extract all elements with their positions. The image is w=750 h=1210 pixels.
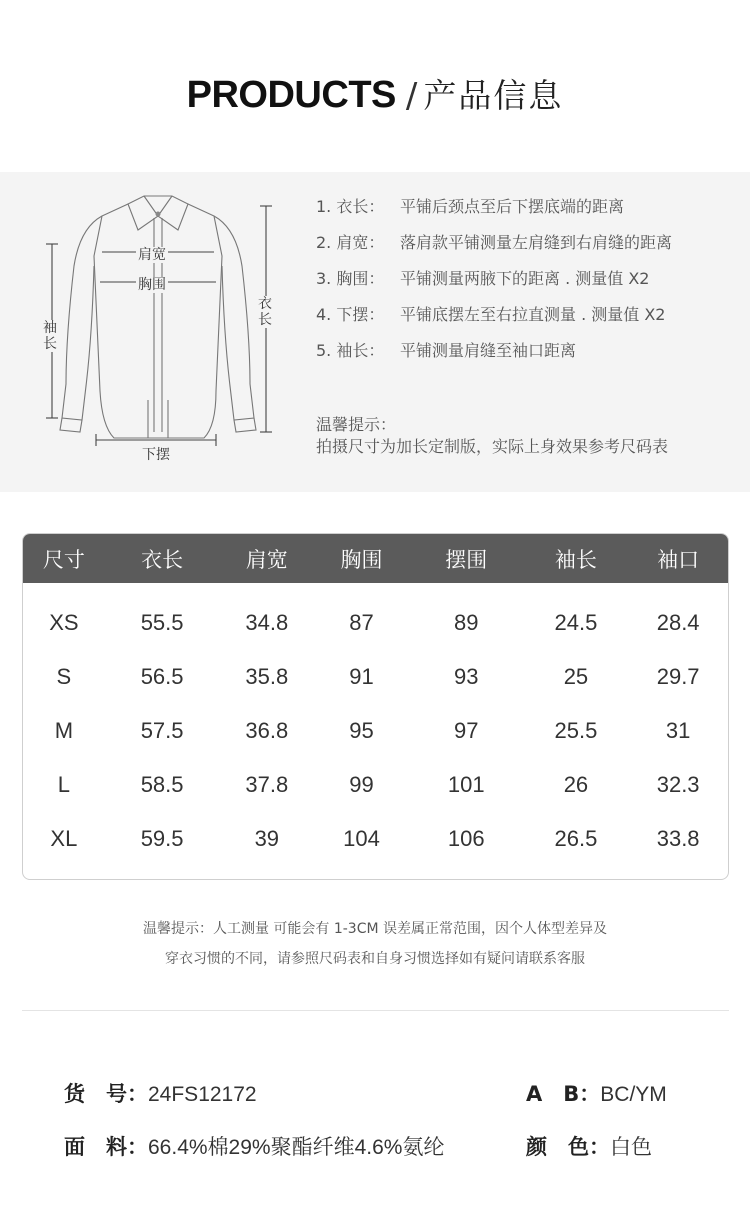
table-cell: XL bbox=[50, 826, 78, 851]
table-cell: L bbox=[57, 772, 70, 797]
note-key: 4. 下摆： bbox=[316, 305, 385, 324]
warm-tip-text: 拍摄尺寸为加长定制版，实际上身效果参考尺码表 bbox=[316, 437, 669, 456]
table-cell: 36.8 bbox=[245, 718, 289, 743]
table-cell: XS bbox=[49, 610, 79, 635]
table-cell: 58.5 bbox=[140, 772, 184, 797]
note-key: 1. 衣长： bbox=[316, 197, 385, 216]
table-cell: 31 bbox=[665, 718, 691, 743]
spec-value: 白色 bbox=[610, 1136, 652, 1159]
note-hem bbox=[316, 302, 736, 338]
measurement-guide bbox=[0, 172, 750, 492]
spec-color bbox=[526, 1131, 652, 1161]
table-cell: M bbox=[54, 718, 74, 743]
table-cell: 95 bbox=[349, 718, 374, 743]
spec-label: 面 料： bbox=[64, 1135, 148, 1159]
warm-tip bbox=[316, 414, 668, 458]
title-en: PRODUCTS bbox=[186, 74, 396, 116]
header-cuff: 袖口 bbox=[657, 547, 700, 572]
diagram-label-length: 衣长 bbox=[258, 296, 272, 328]
header-size: 尺寸 bbox=[42, 547, 85, 572]
title-zh: 产品信息 bbox=[423, 76, 564, 115]
spec-label: 颜 色： bbox=[526, 1135, 610, 1159]
measurement-disclaimer bbox=[0, 914, 750, 974]
table-cell: S bbox=[56, 664, 72, 689]
table-cell: 101 bbox=[447, 772, 485, 797]
table-row bbox=[23, 758, 728, 812]
spec-ab bbox=[526, 1078, 667, 1108]
disclaimer-line-2: 穿衣习惯的不同，请参照尺码表和自身习惯选择如有疑问请联系客服 bbox=[165, 951, 585, 967]
note-value: 平铺测量两腋下的距离 . 测量值 X2 bbox=[400, 269, 650, 288]
table-row bbox=[23, 650, 728, 704]
note-length bbox=[316, 194, 736, 230]
note-key: 3. 胸围： bbox=[316, 269, 385, 288]
table-cell: 28.4 bbox=[656, 610, 700, 635]
spec-value: BC/YM bbox=[600, 1083, 667, 1106]
note-value: 平铺测量肩缝至袖口距离 bbox=[400, 341, 577, 360]
note-shoulder bbox=[316, 230, 736, 266]
header-shoulder: 肩宽 bbox=[245, 547, 288, 572]
note-key: 5. 袖长： bbox=[316, 341, 385, 360]
button-icon bbox=[156, 212, 161, 217]
header-chest: 胸围 bbox=[340, 547, 383, 572]
shirt-illustration bbox=[28, 186, 286, 468]
table-cell: 33.8 bbox=[656, 826, 700, 851]
spec-value: 66.4%棉29%聚酯纤维4.6%氨纶 bbox=[148, 1136, 445, 1159]
table-cell: 59.5 bbox=[140, 826, 184, 851]
disclaimer-line-1: 温馨提示：人工测量 可能会有 1-3CM 误差属正常范围，因个人体型差异及 bbox=[142, 921, 608, 937]
table-cell: 91 bbox=[349, 664, 374, 689]
table-cell: 106 bbox=[447, 826, 485, 851]
diagram-label-shoulder: 肩宽 bbox=[138, 247, 166, 263]
table-cell: 97 bbox=[454, 718, 479, 743]
size-table-body bbox=[23, 583, 728, 866]
table-cell: 29.7 bbox=[656, 664, 700, 689]
table-cell: 93 bbox=[454, 664, 479, 689]
shirt-diagram bbox=[28, 186, 286, 468]
note-chest bbox=[316, 266, 736, 302]
table-cell: 37.8 bbox=[245, 772, 289, 797]
table-row bbox=[23, 704, 728, 758]
table-row bbox=[23, 812, 728, 866]
note-value: 落肩款平铺测量左肩缝到右肩缝的距离 bbox=[400, 233, 673, 252]
table-cell: 99 bbox=[349, 772, 374, 797]
table-cell: 56.5 bbox=[140, 664, 184, 689]
size-table-header bbox=[23, 534, 728, 583]
table-cell: 89 bbox=[454, 610, 479, 635]
table-cell: 104 bbox=[343, 826, 380, 851]
diagram-label-chest: 胸围 bbox=[138, 277, 166, 293]
header-length: 衣长 bbox=[141, 547, 184, 572]
note-sleeve bbox=[316, 338, 736, 374]
size-table bbox=[22, 533, 729, 880]
header-sleeve: 袖长 bbox=[554, 547, 597, 572]
table-cell: 35.8 bbox=[245, 664, 289, 689]
table-row bbox=[23, 596, 728, 650]
table-cell: 87 bbox=[349, 610, 374, 635]
measurement-notes bbox=[316, 194, 736, 374]
table-cell: 34.8 bbox=[245, 610, 289, 635]
spec-item-code bbox=[64, 1078, 257, 1108]
spec-fabric bbox=[64, 1131, 444, 1161]
table-cell: 39 bbox=[254, 826, 280, 851]
table-cell: 25.5 bbox=[554, 718, 598, 743]
note-value: 平铺后颈点至后下摆底端的距离 bbox=[400, 197, 625, 216]
warm-tip-title: 温馨提示： bbox=[316, 415, 397, 434]
page-header bbox=[0, 70, 750, 126]
table-cell: 25 bbox=[563, 664, 589, 689]
divider bbox=[22, 1010, 729, 1011]
note-key: 2. 肩宽： bbox=[316, 233, 385, 252]
spec-label: A B： bbox=[526, 1082, 601, 1106]
table-cell: 55.5 bbox=[140, 610, 184, 635]
table-cell: 26 bbox=[563, 772, 589, 797]
title-separator: / bbox=[405, 76, 418, 116]
diagram-label-sleeve: 袖长 bbox=[43, 320, 57, 352]
table-cell: 32.3 bbox=[656, 772, 700, 797]
spec-value: 24FS12172 bbox=[148, 1083, 257, 1106]
table-cell: 24.5 bbox=[554, 610, 598, 635]
table-cell: 26.5 bbox=[554, 826, 598, 851]
diagram-label-hem: 下摆 bbox=[139, 447, 173, 463]
spec-label: 货 号： bbox=[64, 1082, 148, 1106]
table-cell: 57.5 bbox=[140, 718, 184, 743]
note-value: 平铺底摆左至右拉直测量 . 测量值 X2 bbox=[400, 305, 666, 324]
header-hem: 摆围 bbox=[445, 547, 488, 572]
